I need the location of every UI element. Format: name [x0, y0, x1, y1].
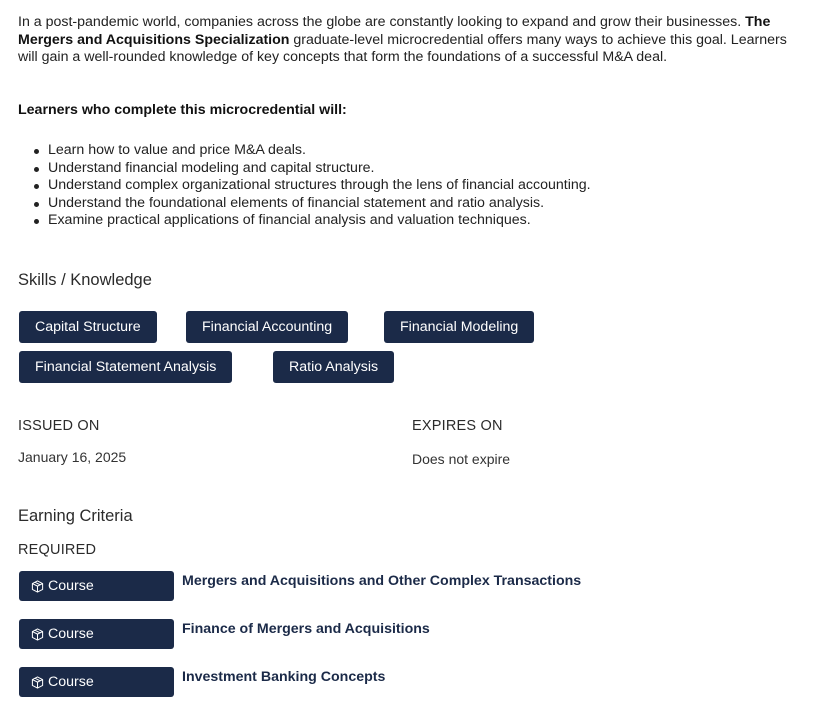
package-icon	[31, 676, 44, 689]
description-text-2: graduate-level microcredential offers many ways to achieve this goal. Learners will gain a well-rounded knowledge of key concepts that form the foundations of a successful M&A deal.	[18, 31, 787, 65]
skill-chip-financial-statement-analysis[interactable]: Financial Statement Analysis	[19, 351, 232, 383]
issued-label: ISSUED ON	[18, 418, 100, 434]
course-link[interactable]: Finance of Mergers and Acquisitions	[182, 621, 430, 637]
outcome-item: Understand financial modeling and capital structure.	[48, 160, 788, 178]
required-label: REQUIRED	[18, 542, 97, 558]
course-link[interactable]: Mergers and Acquisitions and Other Complex Transactions	[182, 573, 582, 589]
expires-label: EXPIRES ON	[412, 418, 503, 434]
earning-criteria-title: Earning Criteria	[18, 507, 133, 525]
package-icon	[31, 580, 44, 593]
skill-chip-capital-structure[interactable]: Capital Structure	[19, 311, 157, 343]
course-badge-label: Course	[48, 578, 94, 594]
description-text-1: In a post-pandemic world, companies across the globe are constantly looking to expand and grow their businesses.	[18, 14, 746, 30]
description-paragraph	[18, 14, 804, 67]
package-icon	[31, 628, 44, 641]
skill-chip-financial-modeling[interactable]: Financial Modeling	[384, 311, 534, 343]
skill-chip-financial-accounting[interactable]: Financial Accounting	[186, 311, 348, 343]
expires-value: Does not expire	[412, 451, 511, 467]
outcomes-heading: Learners who complete this microcredential will:	[18, 102, 347, 118]
course-link[interactable]: Investment Banking Concepts	[182, 669, 386, 685]
issued-date: January 16, 2025	[18, 449, 127, 465]
outcome-item: Understand the foundational elements of financial statement and ratio analysis.	[48, 195, 788, 213]
course-badge-label: Course	[48, 626, 94, 642]
outcome-item: Understand complex organizational structures through the lens of financial accounting.	[48, 177, 788, 195]
description-program-name: The Mergers and Acquisitions Specialization	[18, 14, 771, 48]
skill-chip-ratio-analysis[interactable]: Ratio Analysis	[273, 351, 394, 383]
outcome-item: Examine practical applications of financial analysis and valuation techniques.	[48, 212, 788, 230]
course-badge-label: Course	[48, 674, 94, 690]
course-badge	[19, 619, 174, 649]
course-badge	[19, 571, 174, 601]
skills-title: Skills / Knowledge	[18, 271, 152, 289]
outcomes-list	[48, 142, 788, 230]
course-badge	[19, 667, 174, 697]
outcome-item: Learn how to value and price M&A deals.	[48, 142, 788, 160]
